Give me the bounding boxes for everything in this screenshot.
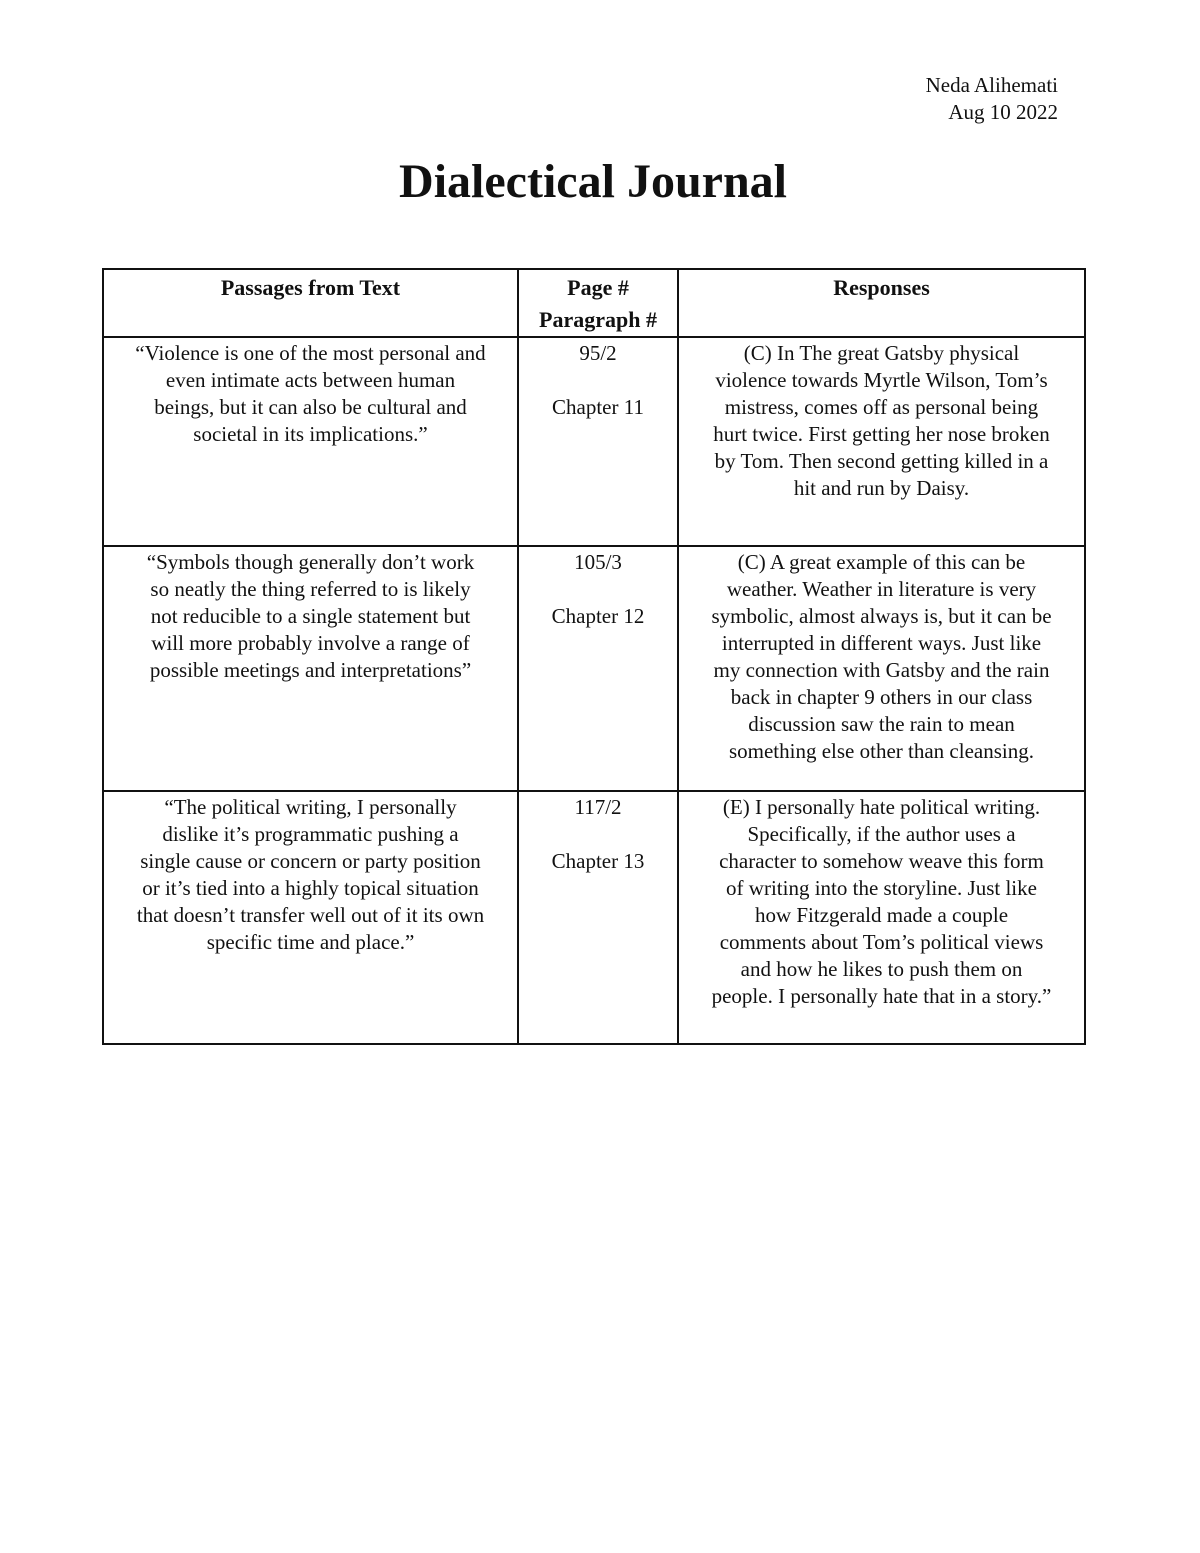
- response-cell: (C) A great example of this can be weather. Weather in literature is very symbolic, almost always is, but it can be interrupted in different ways. Just like my connection with Gatsby and the rain back in chapter 9 others in our class discussion saw the rain to mean something else other than cleansing.: [678, 546, 1085, 791]
- document-date: Aug 10 2022: [948, 100, 1058, 124]
- reference-cell: [518, 337, 678, 546]
- column-header-page-paragraph: Page # Paragraph #: [518, 269, 678, 337]
- chapter-ref: Chapter 11: [552, 395, 644, 419]
- passage-cell: “The political writing, I personally dislike it’s programmatic pushing a single cause or concern or party position or it’s tied into a highly topical situation that doesn’t transfer well out of it its own specific time and place.”: [103, 791, 518, 1044]
- page-paragraph-ref: 105/3: [574, 550, 622, 574]
- passage-cell: “Violence is one of the most personal and even intimate acts between human beings, but it can also be cultural and societal in its implications.”: [103, 337, 518, 546]
- column-header-responses: Responses: [678, 269, 1085, 337]
- document-title: Dialectical Journal: [399, 155, 787, 208]
- column-header-passages: Passages from Text: [103, 269, 518, 337]
- passage-cell: “Symbols though generally don’t work so neatly the thing referred to is likely not reducible to a single statement but will more probably involve a range of possible meetings and interpretations”: [103, 546, 518, 791]
- journal-table: [102, 268, 1086, 1045]
- reference-cell: [518, 791, 678, 1044]
- chapter-ref: Chapter 13: [551, 849, 645, 873]
- author-name: Neda Alihemati: [925, 73, 1058, 97]
- table-row: [103, 791, 1085, 1044]
- author-header: [926, 72, 1058, 126]
- page-paragraph-ref: 117/2: [574, 795, 622, 819]
- table-row: [103, 337, 1085, 546]
- page-paragraph-ref: 95/2: [579, 341, 617, 365]
- table-row: [103, 546, 1085, 791]
- reference-cell: [518, 546, 678, 791]
- chapter-ref: Chapter 12: [551, 604, 645, 628]
- response-cell: (C) In The great Gatsby physical violence towards Myrtle Wilson, Tom’s mistress, comes off as personal being hurt twice. First getting her nose broken by Tom. Then second getting killed in a hit and run by Daisy.: [678, 337, 1085, 546]
- response-cell: (E) I personally hate political writing. Specifically, if the author uses a character to somehow weave this form of writing into the storyline. Just like how Fitzgerald made a couple comments about Tom’s political views and how he likes to push them on people. I personally hate that in a story.”: [678, 791, 1085, 1044]
- table-header-row: [103, 269, 1085, 337]
